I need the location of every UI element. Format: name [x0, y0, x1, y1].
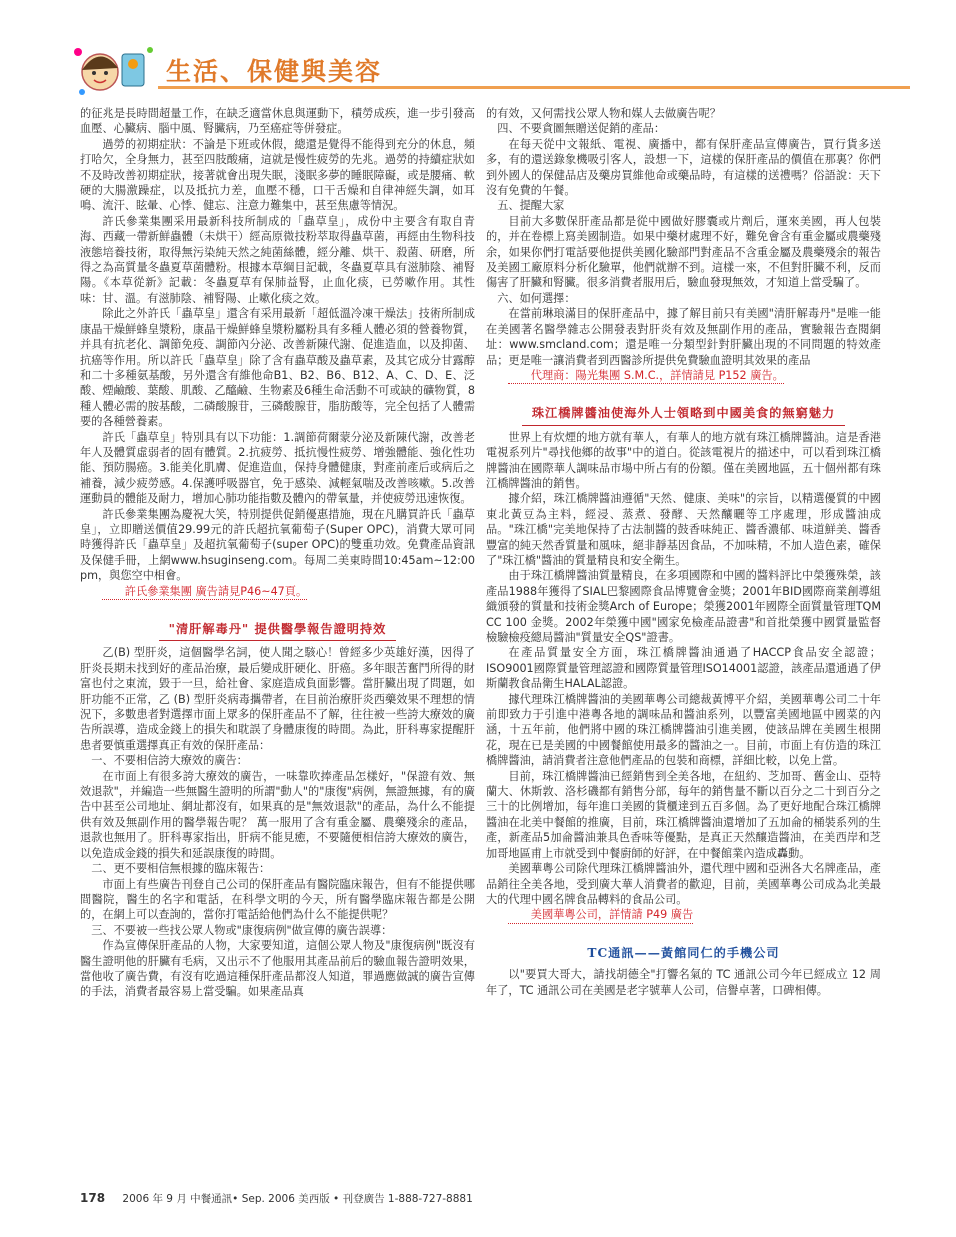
section-title-text: 珠江橋牌醬油使海外人士領略到中國美食的無窮魅力: [532, 406, 835, 423]
paragraph: 由于珠江橋牌醬油質量精良，在多項國際和中國的醬料評比中榮獲殊榮，該產品1988年獲得了SIAL巴黎國際食品博覽會金獎；2001年BID國際商業創導組織頒發的質量和技術金獎Arch of Europe；榮獲2001年國際全面質量管理TQM CC 100 金獎。2002年榮獲中國"國家免檢產品證書"和首批榮獲中國質量監督檢驗檢疫總局醬油"質量安全QS"證書。: [486, 569, 881, 644]
paragraph: 的有效，又何需找公眾人物和媒人去做廣告呢？: [486, 107, 721, 120]
paragraph: 在市面上有很多誇大療效的廣告，一味靠吹捧產品怎樣好，"保證有效、無效退款"，并編造一些無醫生證明的所謂"動人"的"康復"病例，無證無據，有的廣告中甚至公司地址、網址都沒有，如果真的是"無效退款"的產品，為什么不能提供有效及無副作用的醫學報告呢？ 萬一服用了含有重金屬、農藥殘余的產品，退款也無用了。肝科專家指出，肝病不能見癒，不要隨便相信誇大療效的廣告，以免造成金錢的損失和延誤康復的時間。: [80, 769, 475, 860]
paragraph: 許氏「蟲草皇」特別具有以下功能：1.調節荷爾蒙分泌及新陳代謝，改善老年人及體質虛弱者的固有體質。2.抗疲勞、抵抗慢性疲勞、增強體能、強化性功能、預防腸癌。3.能美化肌膚、促進造血，保持身體健康，對產前產后或病后之補養，減少疲勞感。4.保護呼吸器官，免于感染、減輕氣喘及改善咳嗽。5.改善運動員的體能及耐力，增加心肺功能指數及體內的帶氧量，并使疲勞迅速恢復。: [80, 430, 475, 506]
paragraph: 目前，珠江橋牌醬油已經銷售到全美各地，在紐約、芝加哥、舊金山、亞特蘭大、休斯敦、洛杉磯都有銷售分部，每年的銷售量不斷以百分之二十到百分之三十的比例增加，每年進口美國的貨櫃達到五百多個。為了更好地配合珠江橋牌醬油在北美中餐館的推廣，目前，珠江橋牌醬油還增加了五加侖的桶裝系列的生產，新產品5加侖醬油兼具色香味等優點，是真正天然釀造醬油，在美西岸和芝加哥地區甫上市就受到中餐廚師的好評，在中餐館業內造成轟動。: [486, 769, 881, 860]
paragraph: 過勞的初期症狀：不論是下班或休假，總還是覺得不能得到充分的休息，頻打哈欠，全身無力，甚至四肢酸痛，這就是慢性疲勞的先兆。過勞的持續症狀如不及時改善初期症狀，接著就會出現失眠，淺眠多夢的睡眠障礙，或是腰痛、軟硬的大腸激躁症，以及抵抗力差，血壓不穩，口干舌燥和自律神經失調，如耳鳴、流汗、眩暈、心悸、健忘、注意力難集中，甚至焦慮等情況。: [80, 137, 475, 213]
subheading: 三、不要被一些找公眾人物或"康復病例"做宣傳的廣告誤導：: [91, 923, 393, 937]
section-title: [486, 946, 881, 961]
advertiser-credit: [486, 907, 881, 923]
credit-text: 美國華粵公司，詳情請 P49 廣告: [508, 907, 693, 923]
section-title-text: TC通訊——黃館同仁的手機公司: [587, 945, 780, 960]
paragraph: 據代理珠江橋牌醬油的美國華粵公司總裁黃博平介紹，美國華粵公司二十年前即致力于引進中港粵各地的調味品和醬油系列，以豐富美國地區中國菜的內涵，十五年前，他們將中國的珠江橋牌醬油引進美國，使該品牌在美國生根開花，現在已是美國的中國餐館使用最多的醬油之一。目前，市面上有仿造的珠江橋牌醬油，請消費者注意他們產品的包裝和商標，詳細比較，以免上當。: [486, 692, 881, 768]
advertiser-credit: [80, 584, 475, 600]
credit-text: 許氏參業集團 廣告請見P46~47頁。: [102, 584, 307, 600]
page-number: 178: [80, 1191, 106, 1205]
paragraph: 在每天從中文報紙、電視、廣播中，都有保肝產品宣傳廣告，買行貨多送多，有的還送錄象機吸引客人，設想一下，這樣的保肝產品的價值在那裏？你們到外國人的保健品店及藥房買維他命或藥品時，有這樣的送禮嗎？俗語說：天下沒有免費的午餐。: [486, 137, 881, 198]
page-footer: [80, 1191, 473, 1206]
paragraph: 世界上有炊煙的地方就有華人，有華人的地方就有珠江橋牌醬油。這是香港電視系列片"尋找他鄉的故事"中的道白。從該電視片的描述中，可以看到珠江橋牌醬油在國際華人調味品市場中所占有的份額。僅在美國地區，五十個州都有珠江橋牌醬油的銷售。: [486, 430, 881, 490]
paragraph: 目前大多數保肝產品都是從中國做好膠囊或片劑后，運來美國，再人包裝的，并在卷標上寫美國制造。如果中藥材處理不好，難免會含有重金屬或農藥殘余，如果你們打電話要他提供美國化驗部門對產品不含重金屬及農藥殘余的報告及美國工廠原料分析化驗單，他們就辦不到。這樣一來，不但對肝臟不利，反而傷害了肝臟和腎臟。很多消費者服用后，驗血發現無效，才知道上當受騙了。: [486, 214, 881, 290]
paragraph: 據介紹，珠江橋牌醬油遵循"天然、健康、美味"的宗旨，以精選優質的中國東北黃豆為主料，經浸、蒸煮、發酵、天然釀曬等工序處理，形成醬油成品。"珠江橋"完美地保持了古法制醬的鼓香味純正、醬香濃郁、味道鮮美、醬香豐富的純天然香質量和風味，絕非靜基因食品，不加味精，不加人造色素，確保了"珠江橋"醬油的質量精良和安全衛生。: [486, 492, 881, 567]
subheading: 六、如何選擇：: [497, 291, 576, 305]
subheading: 二、更不要相信無根據的臨床報告：: [91, 862, 271, 876]
paragraph: 美國華粵公司除代理珠江橋牌醬油外，還代理中國和亞洲各大名牌產品，產品銷往全美各地，受到廣大華人消費者的歡迎，目前，美國華粵公司成為北美最大的代理中國名牌食品轉料的食品公司。: [486, 862, 881, 906]
paragraph: 的征兆是長時間超量工作，在缺乏適當休息與運動下，積勞成疾，進一步引發高血壓、心臟病、腦中風、腎臟病，乃至癌症等併發症。: [80, 107, 475, 136]
subheading: 一、不要相信誇大療效的廣告：: [91, 754, 248, 768]
section-title: [486, 406, 881, 423]
header-illustration-icon: [70, 42, 158, 100]
paragraph: 在當前琳琅滿目的保肝產品中，據了解目前只有美國"清肝解毒丹"是唯一能在美國著名醫學雜志公開發表對肝炎有效及無副作用的產品，實驗報告查閱網址：www.smcland.com；還是唯一分類型針對肝臟出現的不同問題的特效產品；更是唯一讓消費者到西醫診所提供免費驗血證明其效果的產品: [486, 307, 881, 367]
advertiser-credit: [486, 368, 881, 384]
paragraph: 許氏參業集團為慶祝大笑，特別提供促銷優惠措施，現在凡購買許氏「蟲草皇」，立即贈送價值29.99元的許氏超抗氧葡萄子(Super OPC)，消費大眾可同時獲得許氏「蟲草皇」及超抗氧葡萄子(super OPC)的雙重功效。免費產品資訊及保健手冊，上網www.hsuginseng.com。每周二美東時間10:45am~12:00 pm，與您空中相會。: [80, 507, 475, 583]
section-header-title: 生活、保健與美容: [166, 57, 383, 86]
footer-text: 2006 年 9 月 中餐通訊• Sep. 2006 美西版 • 刊登廣告 1-888-727-8881: [122, 1193, 473, 1205]
page-header: [70, 42, 910, 102]
paragraph: 除此之外許氏「蟲草皇」還含有采用最新「超低溫冷凍干燥法」技術所制成康晶干燥鮮蜂皇漿粉，康晶干燥鮮蜂皇漿粉屬粉具有多種人體必須的營養物質，并具有抗老化、調節免疫、調節內分泌、改善新陳代謝、促進造血，以及抑菌、抗癌等作用。所以許氏「蟲草皇」除了含有蟲草酸及蟲草素，及其它成分甘露醇和二十多種氨基酸，另外還含有維他命B1、B2、B6、B12、A、C、D、E、泛酸、煙鹼酸、葉酸、肌酸、乙醯鹼、生物素及6種生命活動不可或缺的礦物質，8種人體必需的胺基酸，二磷酸腺苷，三磷酸腺苷，脂肪酸等，完全包括了人體需要的各種營養素。: [80, 307, 475, 429]
paragraph: 在產品質量安全方面，珠江橋牌醬油通過了HACCP食品安全認證；ISO9001國際質量管理認證和國際質量管理ISO14001認證，該產品還通過了伊斯蘭教食品衛生HALAL認證。: [486, 646, 881, 691]
credit-text: 代理商：陽光集團 S.M.C.，詳情請見 P152 廣告。: [508, 368, 783, 384]
section-title: [80, 622, 475, 639]
header-divider: [158, 86, 910, 89]
left-column: [80, 106, 475, 1000]
paragraph: 許氏參業集團采用最新科技所制成的「蟲草皇」，成份中主要含有取自青海、西藏一帶新鮮蟲體（未烘干）經高原微技粉萃取得蟲草菌，再經由生物科技液態培養技術，取得無污染純天然之純菌絲體，經分離、烘干、殺菌、研磨，所得之為高質量冬蟲夏草菌體粉。根據本草綱目記載，冬蟲夏草具有滋肺陰、補腎陽。《本草從新》記載：冬蟲夏草有保肺益腎，止血化痰，已勞嗽作用。其性味：甘、溫。有滋肺陰、補腎陽、止嗽化痰之效。: [80, 214, 475, 305]
section-title-text: "清肝解毒丹" 提供醫學報告證明持效: [169, 622, 387, 639]
paragraph: 市面上有些廣告刊登自己公司的保肝產品有醫院臨床報告，但有不能提供哪間醫院，醫生的名字和電話，在科學文明的今天，所有醫學臨床報告都是公開的，在網上可以查詢的，當你打電話給他們為什么不能提供呢？: [80, 877, 475, 922]
paragraph: 作為宣傳保肝產品的人物，大家要知道，這個公眾人物及"康復病例"既沒有醫生證明他的肝臟有毛病，又出示不了他服用其產品前后的驗血報告證明效果，當他收了廣告費，有沒有吃過這種保肝產品都沒人知道，罪過應做誠的廣告宣傳的手法，消費者最容易上當受騙。如果產品真: [80, 939, 475, 999]
subheading: 四、不要貪圖無贈送促銷的產品：: [497, 122, 666, 136]
subheading: 五、提醒大家: [497, 199, 565, 213]
right-column: [486, 106, 881, 998]
paragraph: 乙(B) 型肝炎，這個醫學名詞，使人聞之駭心！曾經多少英雄好漢，因得了肝炎長期未找到好的產品治療，最后變成肝硬化、肝癌。多年眼苦奮鬥所得的財富也付之東流，毀于一旦，給社會、家庭造成負面影響。當肝臟出現了問題，如肝功能不正常，乙 (B) 型肝炎病毒攜帶者，在目前治療肝炎西藥效果不理想的情況下，多數患者對選擇市面上眾多的保肝產品不了解，往往被一些誇大療效的廣告所誤導，造成金錢上的損失和耽誤了身體康復的時間。為此，肝科專家提醒肝患者要慎重選擇真正有效的保肝產品：: [80, 646, 475, 752]
paragraph: 以"要買大哥大，請找胡德全"打響名氣的 TC 通訊公司今年已經成立 12 周年了，TC 通訊公司在美國是老字號華人公司，信譽卓著，口碑相傳。: [486, 968, 881, 997]
